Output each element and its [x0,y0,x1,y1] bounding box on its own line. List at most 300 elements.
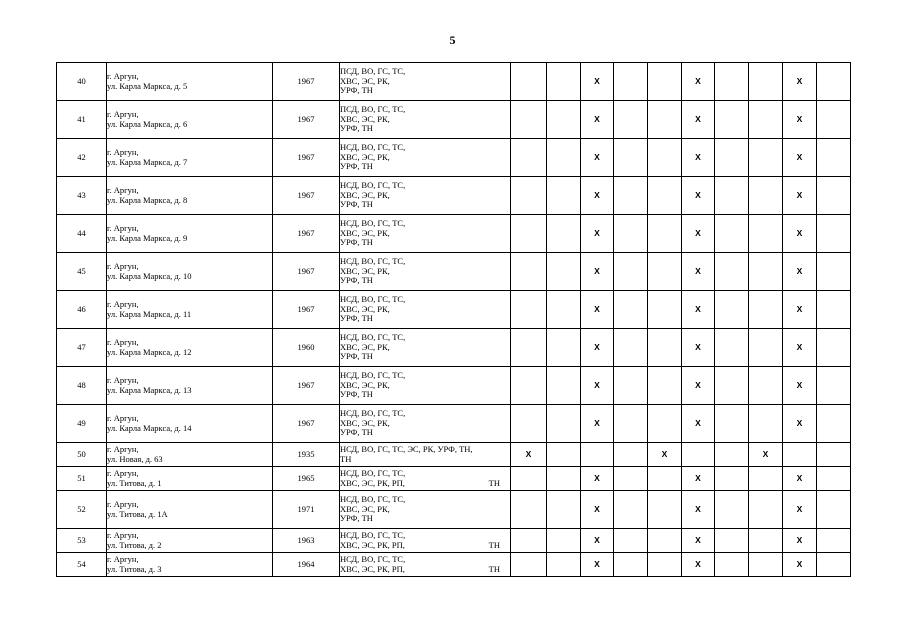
row-number-cell [57,529,107,553]
systems-line: ПСД, ВО, ГС, ТС, [340,104,406,115]
mark-cell [817,63,851,101]
address-city: г. Аргун, [107,261,139,271]
mark-cell [682,443,715,467]
systems-line: УРФ, ТН [340,275,373,286]
mark-cell: Х [682,367,715,405]
mark-cell: Х [682,491,715,529]
systems-line-with-tail [340,541,510,551]
row-number-cell [57,443,107,467]
mark-cell: Х [682,139,715,177]
table-row [57,215,851,253]
build-year: 1967 [297,151,315,162]
mark-cell [783,443,817,467]
year-cell [273,139,340,177]
table-row [57,553,851,577]
address-city: г. Аргун, [107,375,139,385]
systems-line: УРФ, ТН [340,237,373,248]
systems-line-with-tail [340,479,510,489]
address-cell [107,553,273,577]
mark-cell: Х [749,443,783,467]
address-city: г. Аргун, [107,223,139,233]
mark-cell [817,367,851,405]
systems-line: НСД, ВО, ГС, ТС, [340,468,406,478]
systems-line: УРФ, ТН [340,513,373,524]
year-cell [273,405,340,443]
mark-cell [749,215,783,253]
mark-cell: Х [783,139,817,177]
address-cell [107,253,273,291]
systems-line: ХВС, ЭС, РК, [340,417,390,428]
mark-cell: Х [581,291,614,329]
mark-cell: Х [682,529,715,553]
table-row [57,139,851,177]
address-cell [107,215,273,253]
build-year: 1967 [297,75,315,86]
row-number-cell [57,367,107,405]
mark-cell [547,405,581,443]
systems-line: ХВС, ЭС, РК, [340,379,390,390]
mark-cell: Х [581,467,614,491]
year-cell [273,467,340,491]
systems-line: ХВС, ЭС, РК, [340,151,390,162]
mark-cell: Х [682,253,715,291]
row-number: 54 [77,558,86,569]
mark-cell [511,491,547,529]
address-cell [107,367,273,405]
mark-cell [614,467,648,491]
mark-cell [817,405,851,443]
mark-cell [715,177,749,215]
mark-cell: Х [511,443,547,467]
mark-cell [614,553,648,577]
mark-cell [547,467,581,491]
mark-cell [511,553,547,577]
mark-cell [817,443,851,467]
row-number-cell [57,291,107,329]
mark-cell [614,291,648,329]
address-cell [107,63,273,101]
row-number-cell [57,329,107,367]
mark-cell: Х [581,405,614,443]
mark-cell [547,139,581,177]
row-number: 44 [77,227,86,238]
mark-cell [511,291,547,329]
mark-cell [547,553,581,577]
mark-cell: Х [783,101,817,139]
systems-line: ХВС, ЭС, РК, [340,503,390,514]
address-street: ул. Титова, д. 2 [107,539,162,550]
address-street: ул. Карла Маркса, д. 9 [107,232,188,243]
mark-cell [581,443,614,467]
table-row [57,101,851,139]
systems-line: НСД, ВО, ГС, ТС, [340,554,406,564]
row-number-cell [57,405,107,443]
mark-cell [715,101,749,139]
year-cell [273,63,340,101]
year-cell [273,529,340,553]
row-number: 45 [77,265,86,276]
row-number-cell [57,101,107,139]
mark-cell [614,367,648,405]
mark-cell [715,139,749,177]
row-number-cell [57,215,107,253]
table-row [57,367,851,405]
address-cell [107,529,273,553]
row-number-cell [57,467,107,491]
systems-line: НСД, ВО, ГС, ТС, [340,218,406,229]
year-cell [273,215,340,253]
mark-cell: Х [682,467,715,491]
mark-cell [817,253,851,291]
systems-line: НСД, ВО, ГС, ТС, [340,294,406,305]
table-body [57,63,851,577]
mark-cell: Х [682,177,715,215]
address-cell [107,177,273,215]
mark-cell [511,405,547,443]
address-city: г. Аргун, [107,499,139,509]
mark-cell: Х [783,553,817,577]
address-street: ул. Карла Маркса, д. 5 [107,80,188,91]
mark-cell: Х [581,253,614,291]
mark-cell [817,467,851,491]
mark-cell [511,215,547,253]
mark-cell [547,443,581,467]
mark-cell [817,529,851,553]
address-street: ул. Карла Маркса, д. 7 [107,156,188,167]
mark-cell [511,329,547,367]
mark-cell [511,467,547,491]
systems-cell [340,491,511,529]
address-cell [107,101,273,139]
systems-line: УРФ, ТН [340,389,373,400]
address-cell [107,139,273,177]
address-street: ул. Карла Маркса, д. 10 [107,270,192,281]
mark-cell [749,101,783,139]
mark-cell: Х [682,329,715,367]
row-number: 52 [77,503,86,514]
address-city: г. Аргун, [107,71,139,81]
mark-cell [648,367,682,405]
systems-cell [340,63,511,101]
mark-cell [547,291,581,329]
systems-line: ХВС, ЭС, РК, [340,341,390,352]
build-year: 1963 [297,534,315,545]
mark-cell [648,215,682,253]
systems-tail: ТН [488,477,500,488]
address-city: г. Аргун, [107,530,139,540]
address-cell [107,329,273,367]
mark-cell [648,253,682,291]
mark-cell [547,529,581,553]
mark-cell [817,215,851,253]
build-year: 1935 [297,448,315,459]
row-number: 47 [77,341,86,352]
year-cell [273,291,340,329]
address-city: г. Аргун, [107,554,139,564]
mark-cell: Х [581,63,614,101]
mark-cell [648,291,682,329]
systems-line: НСД, ВО, ГС, ТС, [340,332,406,343]
systems-tail: ТН [488,539,500,550]
mark-cell [715,529,749,553]
mark-cell [614,529,648,553]
mark-cell [648,329,682,367]
systems-cell [340,291,511,329]
row-number: 49 [77,417,86,428]
mark-cell [614,253,648,291]
systems-line: НСД, ВО, ГС, ТС, ЭС, РК, УРФ, ТН, [340,444,473,454]
mark-cell [511,177,547,215]
mark-cell: Х [682,405,715,443]
address-cell [107,443,273,467]
address-cell [107,467,273,491]
mark-cell [614,101,648,139]
mark-cell: Х [581,553,614,577]
mark-cell [749,405,783,443]
mark-cell [715,329,749,367]
row-number: 43 [77,189,86,200]
mark-cell [547,215,581,253]
mark-cell [749,367,783,405]
mark-cell [547,491,581,529]
mark-cell: Х [581,367,614,405]
systems-cell [340,405,511,443]
mark-cell [817,491,851,529]
systems-line: НСД, ВО, ГС, ТС, [340,530,406,540]
mark-cell: Х [682,291,715,329]
mark-cell [648,63,682,101]
systems-line: УРФ, ТН [340,123,373,134]
mark-cell [715,63,749,101]
build-year: 1967 [297,417,315,428]
row-number-cell [57,177,107,215]
systems-line: ПСД, ВО, ГС, ТС, [340,66,406,77]
systems-line: ХВС, ЭС, РК, [340,303,390,314]
mark-cell [614,63,648,101]
mark-cell [749,253,783,291]
address-street: ул. Карла Маркса, д. 14 [107,422,192,433]
systems-cell [340,177,511,215]
row-number: 41 [77,113,86,124]
build-year: 1971 [297,503,315,514]
mark-cell: Х [581,491,614,529]
mark-cell [648,553,682,577]
mark-cell [511,63,547,101]
build-year: 1967 [297,379,315,390]
mark-cell: Х [783,529,817,553]
mark-cell [749,177,783,215]
mark-cell [511,101,547,139]
mark-cell: Х [682,553,715,577]
systems-line: НСД, ВО, ГС, ТС, [340,408,406,419]
systems-line: УРФ, ТН [340,313,373,324]
year-cell [273,177,340,215]
mark-cell [715,215,749,253]
systems-line: УРФ, ТН [340,85,373,96]
address-street: ул. Карла Маркса, д. 13 [107,384,192,395]
address-cell [107,491,273,529]
build-year: 1967 [297,227,315,238]
year-cell [273,329,340,367]
mark-cell [614,443,648,467]
mark-cell [614,215,648,253]
build-year: 1960 [297,341,315,352]
mark-cell [749,139,783,177]
mark-cell [715,467,749,491]
address-city: г. Аргун, [107,147,139,157]
table-row [57,443,851,467]
address-street: ул. Титова, д. 1А [107,508,168,519]
mark-cell [715,491,749,529]
systems-line-with-tail [340,565,510,575]
mark-cell [749,63,783,101]
systems-cell [340,215,511,253]
mark-cell: Х [783,253,817,291]
mark-cell [547,177,581,215]
row-number: 46 [77,303,86,314]
systems-line: ХВС, ЭС, РК, [340,265,390,276]
mark-cell: Х [783,215,817,253]
systems-line: НСД, ВО, ГС, ТС, [340,370,406,381]
systems-line: ХВС, ЭС, РК, РП, [340,539,405,550]
mark-cell [817,139,851,177]
systems-line: НСД, ВО, ГС, ТС, [340,256,406,267]
address-city: г. Аргун, [107,468,139,478]
mark-cell [547,367,581,405]
systems-line: УРФ, ТН [340,199,373,210]
mark-cell: Х [783,177,817,215]
systems-line: НСД, ВО, ГС, ТС, [340,180,406,191]
mark-cell [715,291,749,329]
systems-line: ХВС, ЭС, РК, [340,189,390,200]
table-row [57,491,851,529]
building-registry-table [56,62,851,577]
year-cell [273,553,340,577]
mark-cell [749,467,783,491]
systems-line: ТН [340,453,352,464]
mark-cell [715,405,749,443]
mark-cell [547,101,581,139]
systems-line: УРФ, ТН [340,351,373,362]
mark-cell: Х [648,443,682,467]
mark-cell [715,443,749,467]
table-row [57,63,851,101]
mark-cell [817,177,851,215]
year-cell [273,443,340,467]
mark-cell [511,367,547,405]
row-number: 48 [77,379,86,390]
row-number-cell [57,491,107,529]
mark-cell: Х [783,467,817,491]
mark-cell [547,63,581,101]
systems-cell [340,139,511,177]
mark-cell [648,529,682,553]
mark-cell [614,329,648,367]
systems-line: НСД, ВО, ГС, ТС, [340,494,406,505]
mark-cell [749,491,783,529]
table-row [57,529,851,553]
address-city: г. Аргун, [107,185,139,195]
row-number-cell [57,553,107,577]
mark-cell [511,139,547,177]
row-number: 50 [77,448,86,459]
row-number-cell [57,139,107,177]
mark-cell [614,491,648,529]
systems-line: УРФ, ТН [340,427,373,438]
mark-cell [614,405,648,443]
systems-cell [340,529,511,553]
row-number: 42 [77,151,86,162]
mark-cell: Х [581,215,614,253]
mark-cell [648,467,682,491]
row-number: 40 [77,75,86,86]
mark-cell [648,491,682,529]
systems-cell [340,329,511,367]
address-city: г. Аргун, [107,337,139,347]
mark-cell: Х [682,101,715,139]
table-row [57,405,851,443]
year-cell [273,491,340,529]
mark-cell [511,253,547,291]
table-row [57,253,851,291]
mark-cell [648,101,682,139]
address-cell [107,405,273,443]
mark-cell: Х [581,329,614,367]
systems-tail: ТН [488,563,500,574]
page-number: 5 [449,33,456,47]
mark-cell [648,177,682,215]
mark-cell: Х [783,491,817,529]
mark-cell: Х [783,405,817,443]
systems-cell [340,253,511,291]
mark-cell: Х [581,177,614,215]
mark-cell [614,139,648,177]
address-street: ул. Новая, д. 63 [107,453,163,464]
systems-line: ХВС, ЭС, РК, [340,75,390,86]
address-cell [107,291,273,329]
mark-cell: Х [783,291,817,329]
address-street: ул. Карла Маркса, д. 8 [107,194,188,205]
table-row [57,329,851,367]
address-city: г. Аргун, [107,299,139,309]
year-cell [273,253,340,291]
address-street: ул. Карла Маркса, д. 11 [107,308,192,319]
mark-cell: Х [682,63,715,101]
mark-cell [749,529,783,553]
year-cell [273,367,340,405]
row-number: 53 [77,534,86,545]
row-number-cell [57,63,107,101]
mark-cell [511,529,547,553]
build-year: 1967 [297,265,315,276]
mark-cell: Х [783,367,817,405]
build-year: 1964 [297,558,315,569]
systems-cell [340,101,511,139]
build-year: 1967 [297,113,315,124]
build-year: 1967 [297,189,315,200]
mark-cell [817,291,851,329]
mark-cell [749,553,783,577]
systems-line: НСД, ВО, ГС, ТС, [340,142,406,153]
systems-line: ХВС, ЭС, РК, [340,227,390,238]
mark-cell [614,177,648,215]
mark-cell: Х [783,63,817,101]
mark-cell [817,329,851,367]
row-number-cell [57,253,107,291]
mark-cell [648,139,682,177]
systems-line: ХВС, ЭС, РК, [340,113,390,124]
systems-line: ХВС, ЭС, РК, РП, [340,477,405,488]
